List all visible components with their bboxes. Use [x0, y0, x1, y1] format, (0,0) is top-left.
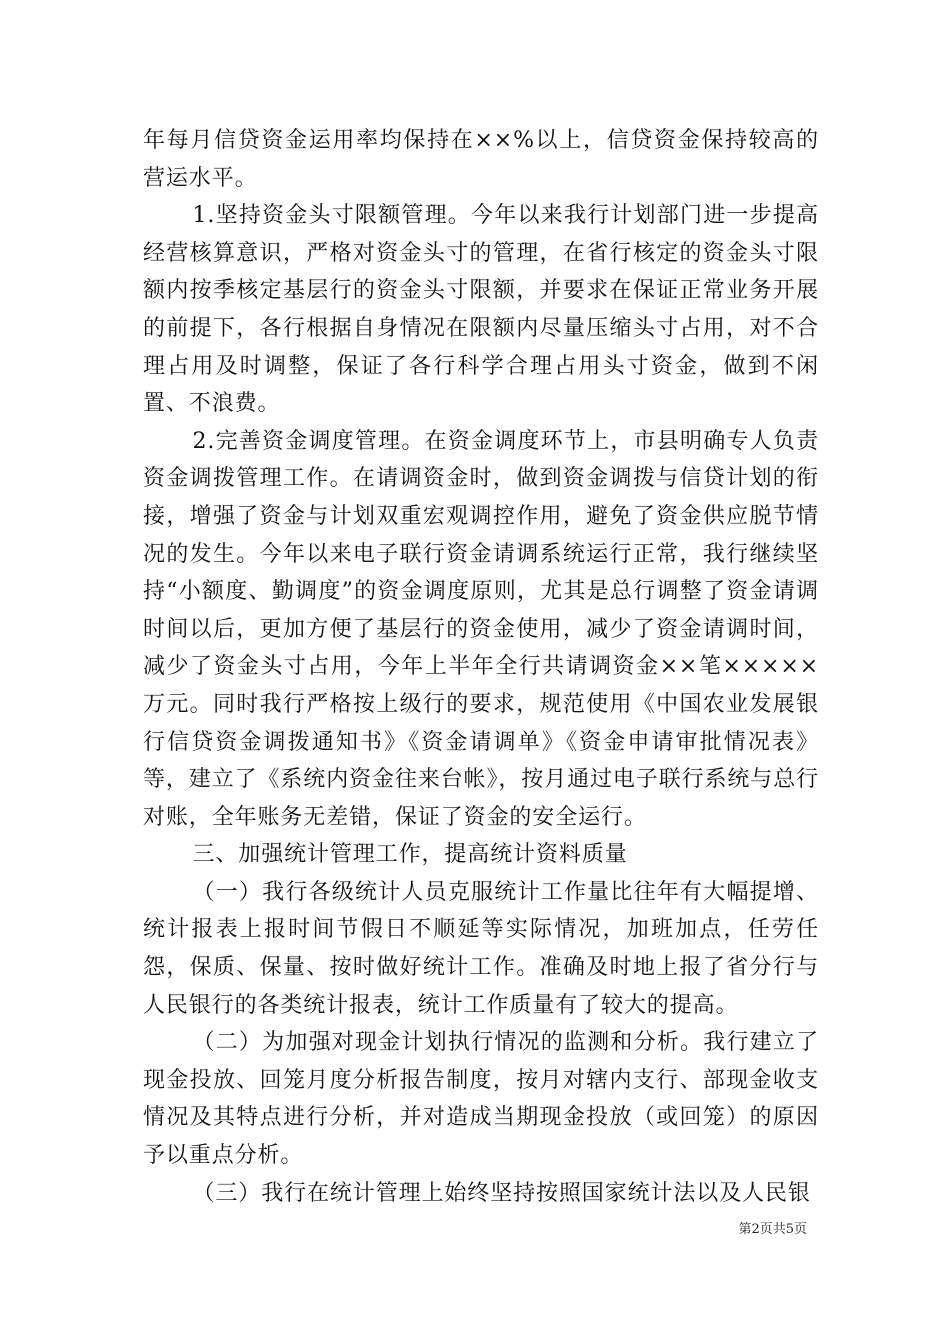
section-heading-statistics: 三、加强统计管理工作，提高统计资料质量 — [192, 842, 628, 868]
paragraph-fund-dispatch: 2.完善资金调度管理。在资金调度环节上，市县明确专人负责资金调拨管理工作。在请调资金时，做到资金调拨与信贷计划的衔接，增强了资金与计划双重宏观调控作用，避免了资金供应脱节情况的发生。今年以来电子联行资金请调系统运行正常，我行继续坚持“小额度、勤调度”的资金调度原则，尤其是总行调整了资金请调时间以后，更加方便了基层行的资金使用，减少了资金请调时间，减少了资金头寸占用，今年上半年全行共请调资金××笔×××××万元。同时我行严格按上级行的要求，规范使用《中国农业发展银行信贷资金调拨通知书》《资金请调单》《资金申请审批情况表》等，建立了《系统内资金往来台帐》，按月通过电子联行系统与总行对账，全年账务无差错，保证了资金的安全运行。 — [143, 428, 820, 830]
paragraph-statistics-2: （二）为加强对现金计划执行情况的监测和分析。我行建立了现金投放、回笼月度分析报告制度，按月对辖内支行、部现金收支情况及其特点进行分析，并对造成当期现金投放（或回笼）的原因予以重点分析。 — [143, 1030, 819, 1169]
page-number-footer: 第2页共5页 — [738, 1222, 807, 1237]
document-body — [143, 122, 819, 1212]
paragraph-statistics-3: （三）我行在统计管理上始终坚持按照国家统计法以及人民银 — [192, 1180, 811, 1206]
paragraph-statistics-1: （一）我行各级统计人员克服统计工作量比往年有大幅提增、统计报表上报时间节假日不顺延等实际情况，加班加点，任劳任怨，保质、保量、按时做好统计工作。准确及时地上报了省分行与人民银行的各类统计报表，统计工作质量有了较大的提高。 — [143, 879, 819, 1018]
paragraph-headroom-limit: 1.坚持资金头寸限额管理。今年以来我行计划部门进一步提高经营核算意识，严格对资金头寸的管理，在省行核定的资金头寸限额内按季核定基层行的资金头寸限额，并要求在保证正常业务开展的前提下，各行根据自身情况在限额内尽量压缩头寸占用，对不合理占用及时调整，保证了各行科学合理占用头寸资金，做到不闲置、不浪费。 — [143, 203, 819, 417]
paragraph-continuation: 年每月信贷资金运用率均保持在××%以上，信贷资金保持较高的营运水平。 — [143, 128, 819, 191]
